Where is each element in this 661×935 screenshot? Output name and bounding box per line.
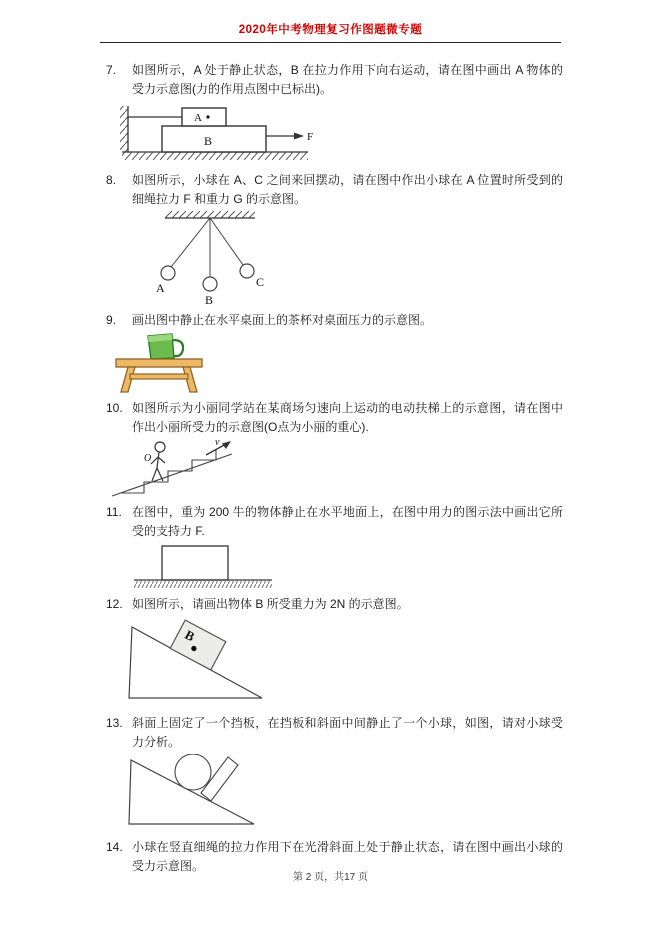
page-header [100,0,561,43]
table-crossbar [130,374,188,379]
problem-8 [106,171,563,209]
object-box [162,546,228,580]
block-a [182,108,226,126]
problem-13 [106,714,563,752]
ball-a [161,266,175,280]
block-a-dot [206,115,209,118]
diagram-block-on-incline [126,617,286,709]
problem-11 [106,503,563,541]
force-arrow-f-head [294,133,304,140]
center-of-gravity-label: O [144,453,152,464]
ball-b-label: B [205,293,214,306]
velocity-label: v [215,438,220,448]
figure-arm-left [151,457,158,464]
diagram-pendulum [130,211,280,306]
block-b-label: B [204,134,213,148]
velocity-arrow-head [222,441,231,449]
cup-handle [173,340,183,356]
stick-figure [151,442,165,481]
table-top [116,359,202,367]
ground-hatch [134,580,272,588]
string-c [210,218,243,265]
ceiling-hatch [165,211,255,218]
problem-text: 如图所示，A 处于静止状态，B 在拉力作用下向右运动，请在图中画出 A 物体的受力示意图(力的作用点图中已标出)。 [132,63,563,96]
problem-number: 7. [106,63,117,77]
problem-12 [106,595,563,614]
diagram-box-on-ground [132,544,277,590]
problem-number: 9. [106,313,117,327]
ball-c [240,264,254,278]
problem-text: 斜面上固定了一个挡板，在挡板和斜面中间静止了一个小球，如图，请对小球受力分析。 [132,716,563,749]
problem-number: 8. [106,173,117,187]
problem-text: 如图所示为小丽同学站在某商场匀速向上运动的电动扶梯上的示意图，请在图中作出小丽所受力的示意图(O点为小丽的重心). [132,401,563,434]
ground-hatch [122,152,308,160]
diagram-ball-baffle-incline [126,754,291,832]
problem-9 [106,311,563,330]
ball-a-label: A [156,281,165,295]
diagram-blocks-wall-rope [118,104,318,166]
escalator-steps [120,449,216,493]
diagram-escalator-person [110,438,250,498]
ball [175,754,211,790]
problem-text: 如图所示，请画出物体 B 所受重力为 2N 的示意图。 [132,597,409,611]
problem-number: 12. [106,597,123,611]
problem-7 [106,61,563,99]
problem-10 [106,399,563,437]
problem-number: 14. [106,840,123,854]
string-a [171,218,210,267]
diagram-cup-on-table [114,332,210,394]
problem-text: 如图所示，小球在 A、C 之间来回摆动，请在图中作出小球在 A 位置时所受到的细绳拉力 F 和重力 G 的示意图。 [132,173,563,206]
ball-c-label: C [256,275,265,289]
force-f-label: F [307,131,314,143]
block-b-label: B [182,626,198,645]
problem-number: 13. [106,716,123,730]
content [106,43,563,876]
figure-arm-right [158,457,165,463]
figure-leg-left [152,468,157,481]
ball-b [203,277,217,291]
problem-text: 小球在竖直细绳的拉力作用下在光滑斜面上处于静止状态，请在图中画出小球的受力示意图。 [132,840,563,873]
wall-hatch [120,106,128,152]
figure-head [155,442,165,452]
page-title: 2020年中考物理复习作图题微专题 [238,24,423,36]
problem-number: 10. [106,401,123,415]
block-b [162,126,266,152]
problem-text: 画出图中静止在水平桌面上的茶杯对桌面压力的示意图。 [132,313,433,327]
problem-number: 11. [106,505,122,519]
problem-text: 在图中，重为 200 牛的物体静止在水平地面上，在图中用力的图示法中画出它所受的支持力 F. [132,505,563,538]
block-b-group [170,620,226,670]
block-b [170,620,226,670]
figure-body [157,452,159,468]
block-a-label: A [194,112,202,124]
page-number-footer: 第 2 页，共17 页 [292,872,369,883]
